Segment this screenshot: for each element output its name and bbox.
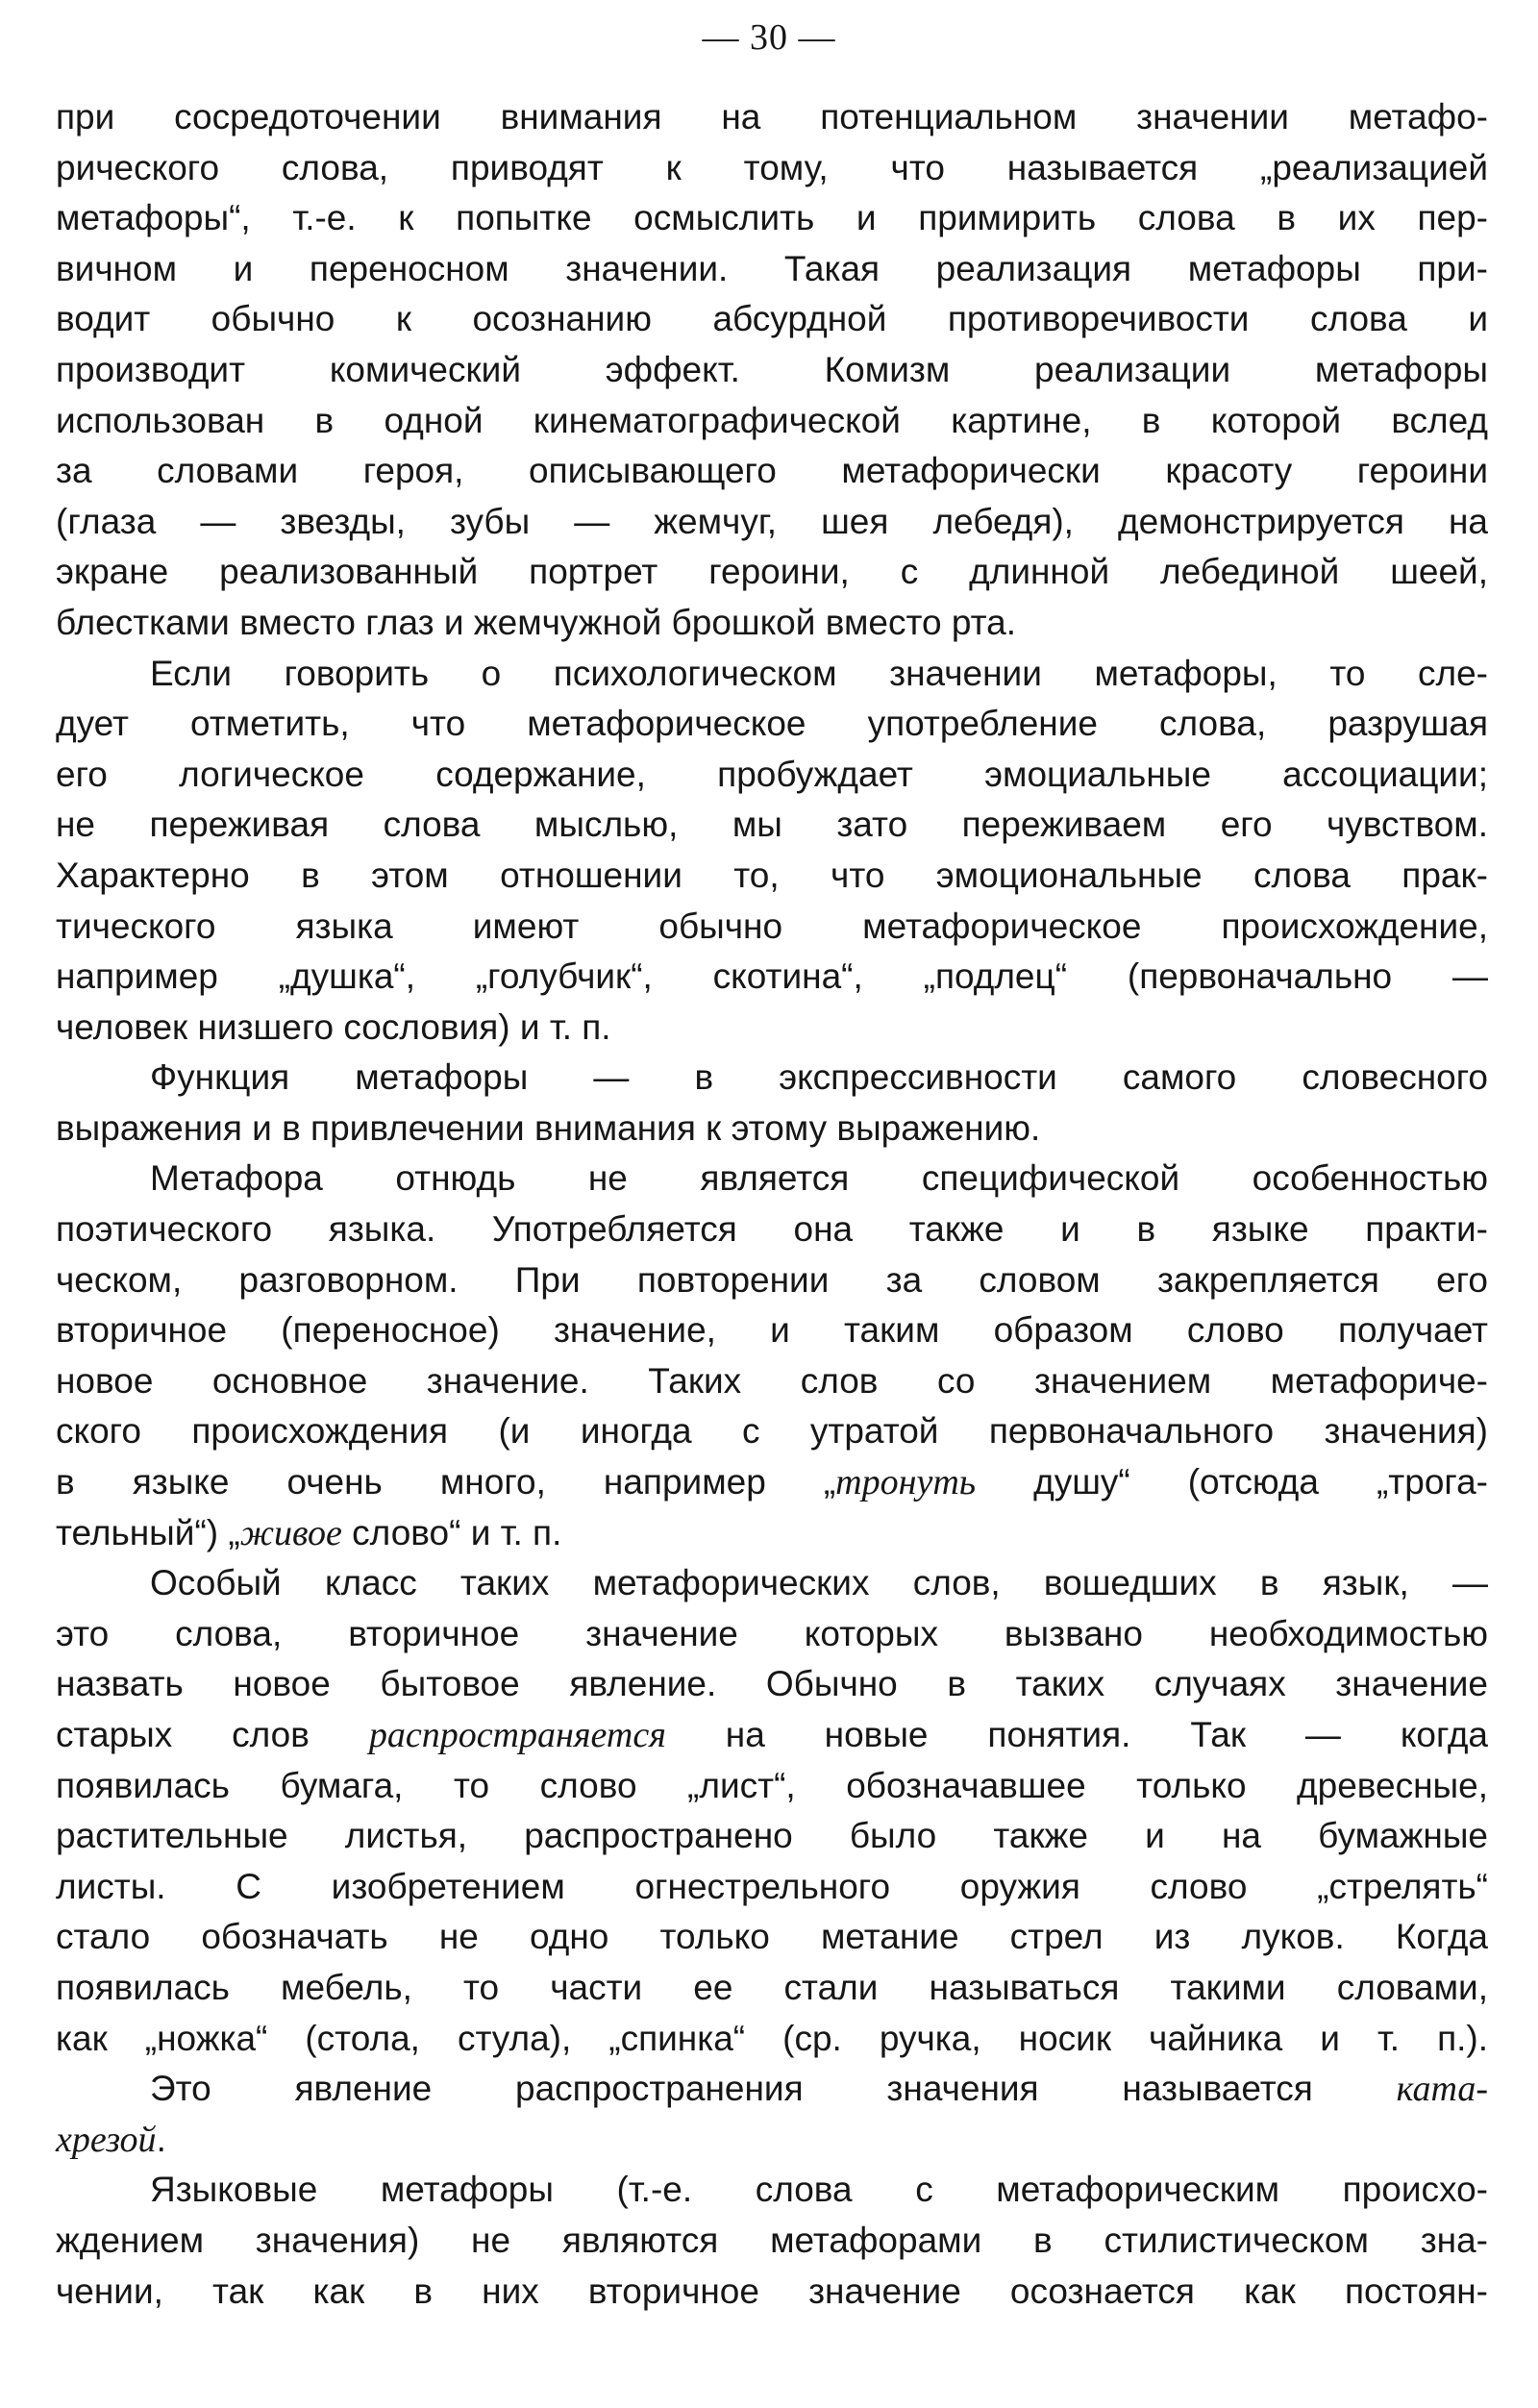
italic-term: живое bbox=[239, 1512, 342, 1553]
text-line: ского происхождения (и иногда с утратой первоначального значения) bbox=[56, 1411, 1488, 1452]
text-line: стало обозначать не одно только метание стрел из луков. Когда bbox=[56, 1917, 1488, 1957]
text-line: тельный“) „живое слово“ и т. п. bbox=[56, 1512, 562, 1553]
page-number: — 30 — bbox=[702, 17, 836, 58]
text-line: не переживая слова мыслью, мы зато переживаем его чувством. bbox=[56, 805, 1488, 845]
text-line: Функция метафоры — в экспрессивности самого словесного bbox=[150, 1057, 1488, 1098]
text-line: Это явление распространения значения называется ката- bbox=[150, 2069, 1488, 2110]
text-line: тического языка имеют обычно метафорическое происхождение, bbox=[56, 906, 1488, 946]
text-line: Языковые метафоры (т.-е. слова с метафорическим происхо- bbox=[150, 2170, 1488, 2210]
italic-term: тронуть bbox=[835, 1462, 977, 1503]
text-line: это слова, вторичное значение которых вызвано необходимостью bbox=[56, 1613, 1488, 1653]
text-line: экране реализованный портрет героини, с длинной лебединой шеей, bbox=[56, 552, 1488, 592]
text-line: (глаза — звезды, зубы — жемчуг, шея лебедя), демонстрируется на bbox=[56, 501, 1488, 541]
text-line: метафоры“, т.-е. к попытке осмыслить и примирить слова в их пер- bbox=[56, 198, 1488, 238]
text-line: поэтического языка. Употребляется она также и в языке практи- bbox=[56, 1209, 1488, 1250]
text-line: как „ножка“ (стола, стула), „спинка“ (ср. ручка, носик чайника и т. п.). bbox=[56, 2018, 1488, 2058]
text-line: чении, так как в них вторичное значение осознается как постоян- bbox=[56, 2271, 1488, 2311]
text-line: листы. С изобретением огнестрельного оружия слово „стрелять“ bbox=[56, 1866, 1488, 1906]
text-line: человек низшего сословия) и т. п. bbox=[56, 1006, 611, 1047]
italic-term: хрезой bbox=[56, 2119, 157, 2160]
text-line: растительные листья, распространено было также и на бумажные bbox=[56, 1816, 1488, 1856]
text-line: производит комический эффект. Комизм реализации метафоры bbox=[56, 349, 1488, 389]
text-line: хрезой. bbox=[56, 2119, 166, 2160]
text-line: ждением значения) не являются метафорами в стилистическом зна- bbox=[56, 2220, 1488, 2260]
text-line: в языке очень много, например „тронуть душу“ (отсюда „трога- bbox=[56, 1462, 1488, 1503]
text-line: его логическое содержание, пробуждает эмоциальные ассоциации; bbox=[56, 754, 1488, 794]
text-line: рического слова, приводят к тому, что называется „реализацией bbox=[56, 147, 1488, 187]
italic-term: ката- bbox=[1396, 2069, 1488, 2110]
text-line: водит обычно к осознанию абсурдной противоречивости слова и bbox=[56, 299, 1488, 339]
text-line: дует отметить, что метафорическое употребление слова, разрушая bbox=[56, 704, 1488, 744]
text-line: при сосредоточении внимания на потенциальном значении метафо- bbox=[56, 97, 1488, 137]
text-line: новое основное значение. Таких слов со значением метафориче- bbox=[56, 1360, 1488, 1401]
text-line: появилась бумага, то слово „лист“, обозначавшее только древесные, bbox=[56, 1765, 1488, 1805]
text-line: ческом, разговорном. При повторении за словом закрепляется его bbox=[56, 1259, 1488, 1300]
page-text bbox=[56, 92, 1488, 2317]
text-line: назвать новое бытовое явление. Обычно в таких случаях значение bbox=[56, 1664, 1488, 1704]
text-line: Если говорить о психологическом значении метафоры, то сле- bbox=[150, 653, 1488, 693]
text-line: использован в одной кинематографической картине, в которой вслед bbox=[56, 400, 1488, 440]
text-line: появилась мебель, то части ее стали называться такими словами, bbox=[56, 1967, 1488, 2007]
text-line: например „душка“, „голубчик“, скотина“, „подлец“ (первоначально — bbox=[56, 956, 1488, 997]
text-line: выражения и в привлечении внимания к этому выражению. bbox=[56, 1107, 1041, 1148]
text-line: вторичное (переносное) значение, и таким образом слово получает bbox=[56, 1310, 1488, 1351]
text-line: Метафора отнюдь не является специфической особенностью bbox=[150, 1158, 1488, 1199]
text-line: вичном и переносном значении. Такая реализация метафоры при- bbox=[56, 248, 1488, 288]
text-line: блестками вместо глаз и жемчужной брошкой вместо рта. bbox=[56, 602, 1016, 642]
text-line: старых слов распространяется на новые понятия. Так — когда bbox=[56, 1715, 1488, 1755]
italic-term: распространяется bbox=[368, 1715, 666, 1755]
text-line: Особый класс таких метафорических слов, вошедших в язык, — bbox=[150, 1563, 1488, 1603]
text-line: за словами героя, описывающего метафорически красоту героини bbox=[56, 451, 1488, 491]
text-line: Характерно в этом отношении то, что эмоциональные слова прак- bbox=[56, 855, 1488, 895]
